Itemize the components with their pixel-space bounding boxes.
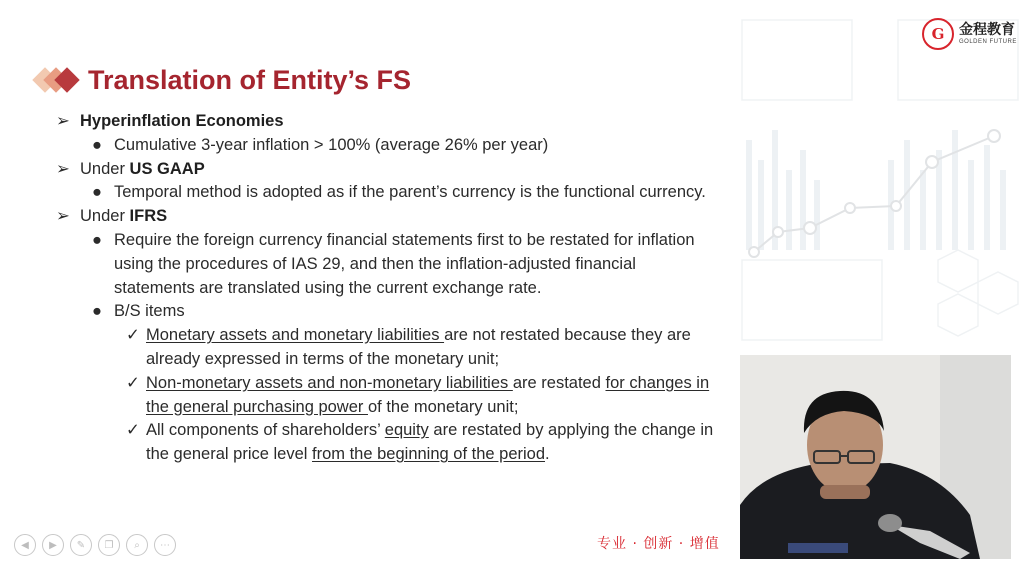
item-text: are restated — [512, 373, 606, 392]
check-icon: ✓ — [126, 421, 140, 440]
arrow-bullet-icon: ➢ — [56, 207, 70, 226]
play-icon[interactable]: ▶ — [42, 534, 64, 556]
check-item — [56, 372, 716, 420]
heading-bold: US GAAP — [129, 159, 205, 178]
item-text: . — [545, 445, 550, 464]
bullet-text: Cumulative 3-year inflation > 100% (average 26% per year) — [114, 135, 549, 154]
logo-chinese-name: 金程教育 — [959, 22, 1015, 38]
dot-bullet-icon: ● — [92, 183, 102, 202]
bullet-item — [56, 300, 716, 324]
bullet-text: Require the foreign currency financial statements first to be restated for inflation using the procedures of IAS 29, and then the inflation-adjusted financial statements are translated using the current exchange rate. — [114, 230, 695, 297]
heading-hyperinflation — [56, 110, 716, 134]
bullet-text: B/S items — [114, 302, 185, 321]
decorative-infographic — [738, 10, 1024, 350]
check-item — [56, 419, 716, 467]
heading-text: Hyperinflation Economies — [80, 112, 284, 130]
prev-icon[interactable]: ◀ — [14, 534, 36, 556]
presenter-image — [740, 355, 1011, 559]
underlined-text: Monetary assets and monetary liabilities — [146, 326, 445, 345]
item-text: All components of shareholders’ — [146, 421, 385, 440]
copy-icon[interactable]: ❐ — [98, 534, 120, 556]
logo-english-name: GOLDEN FUTURE — [959, 39, 1017, 45]
heading-ifrs — [56, 205, 716, 229]
title-diamonds-icon — [30, 62, 84, 98]
bullet-item — [56, 134, 716, 158]
dot-bullet-icon: ● — [92, 302, 102, 321]
pen-icon[interactable]: ✎ — [70, 534, 92, 556]
underlined-text: Non-monetary assets and non-monetary liabilities — [146, 373, 513, 392]
bullet-item — [56, 181, 716, 205]
player-controls — [14, 534, 176, 556]
logo-icon: G — [922, 18, 954, 50]
dot-bullet-icon: ● — [92, 230, 102, 249]
underlined-text: for changes in the general purchasing power — [146, 373, 710, 416]
underlined-text: from the beginning of the period — [312, 445, 546, 464]
slide-title: Translation of Entity’s FS — [88, 64, 412, 95]
arrow-bullet-icon: ➢ — [56, 159, 70, 178]
item-text: are not restated because they are already expressed in terms of the monetary unit; — [146, 326, 691, 368]
bullet-text: Temporal method is adopted as if the parent’s currency is the functional currency. — [114, 183, 706, 202]
item-text: are restated by applying the change in the general price level — [146, 421, 714, 464]
check-icon: ✓ — [126, 373, 140, 392]
check-item — [56, 324, 716, 372]
heading-bold: IFRS — [129, 207, 168, 226]
heading-us-gaap — [56, 158, 716, 182]
bullet-item — [56, 229, 716, 300]
item-text: of the monetary unit; — [367, 397, 519, 416]
dot-bullet-icon: ● — [92, 135, 102, 154]
more-icon[interactable]: ⋯ — [154, 534, 176, 556]
presenter-video — [740, 355, 1011, 559]
heading-prefix: Under — [80, 207, 130, 226]
slide-content — [56, 110, 716, 467]
arrow-bullet-icon: ➢ — [56, 112, 70, 130]
check-icon: ✓ — [126, 326, 140, 345]
underlined-text: equity — [384, 421, 429, 440]
heading-prefix: Under — [80, 159, 130, 178]
slogan: 专业 · 创新 · 增值 — [597, 536, 720, 552]
title-block — [30, 62, 411, 98]
zoom-icon[interactable]: ⌕ — [126, 534, 148, 556]
brand-logo — [922, 18, 1017, 50]
